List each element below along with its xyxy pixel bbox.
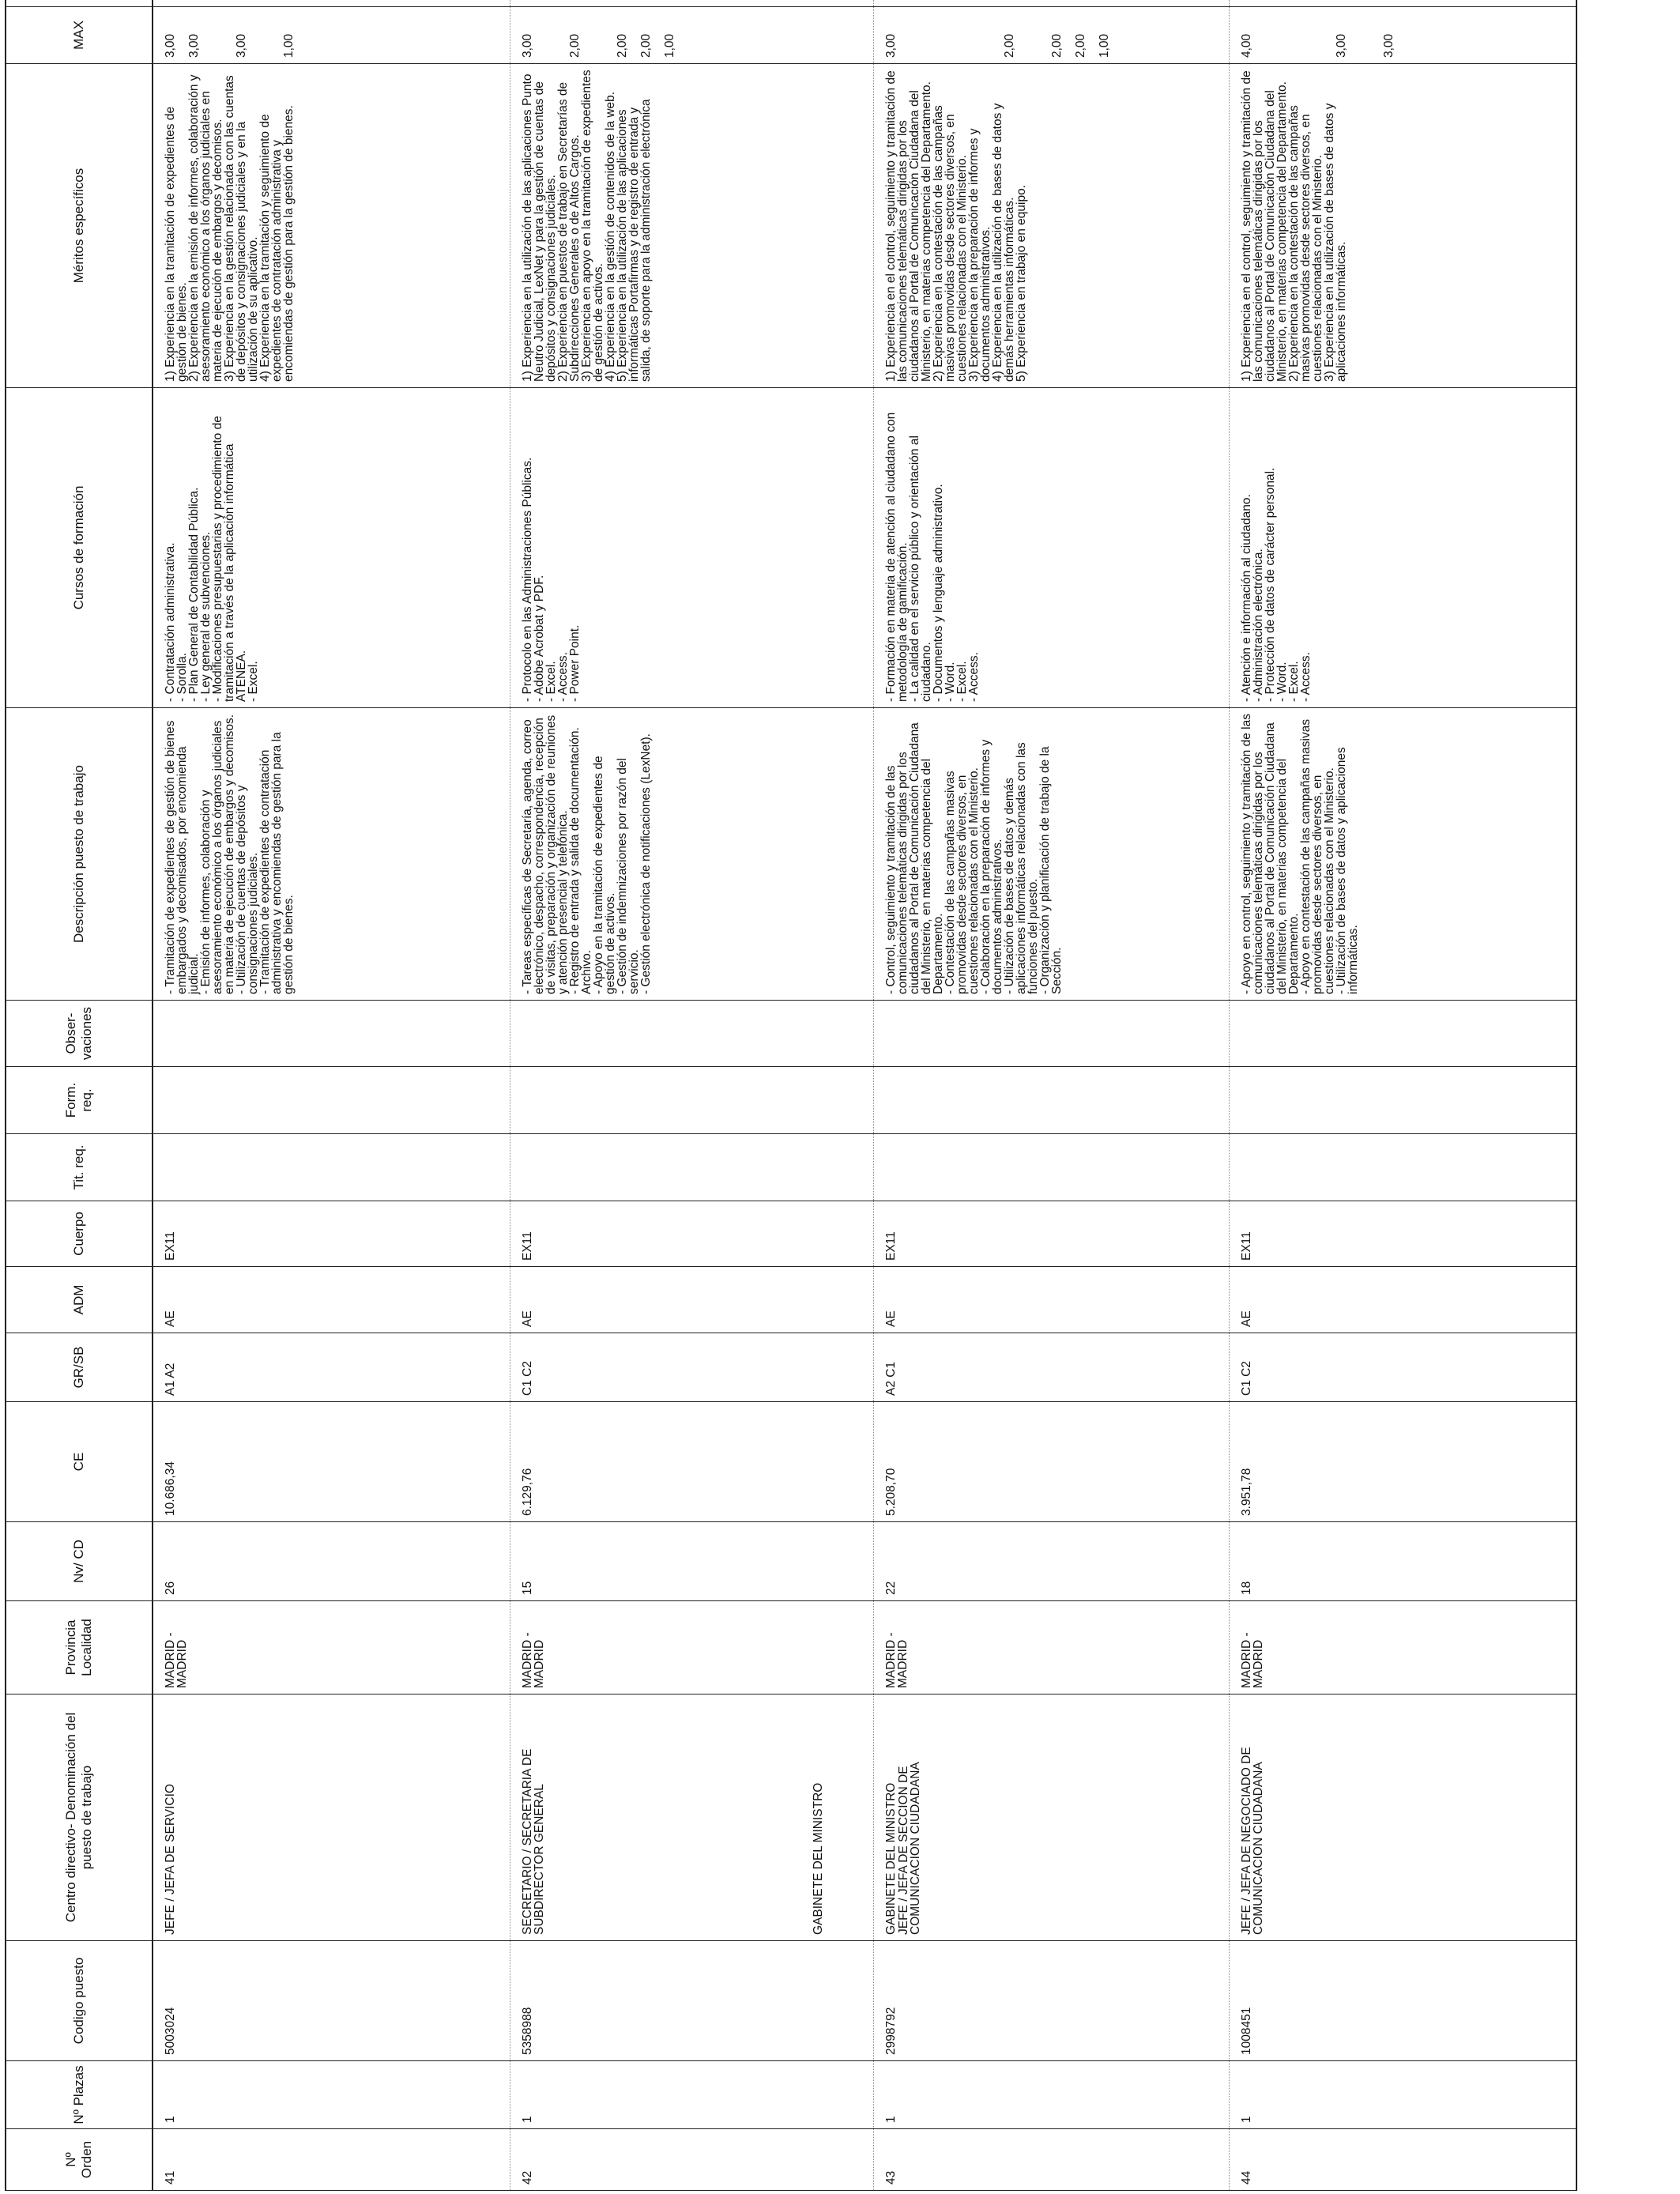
max-value: 3,00 <box>187 33 201 58</box>
cell-grupo: A2 C1 <box>873 1333 1229 1402</box>
cell-nivel: 18 <box>1229 1522 1576 1601</box>
cell-max <box>873 7 1229 64</box>
cell-orden: 44 <box>1229 2129 1576 2191</box>
max-value: 3,00 <box>164 33 177 58</box>
max-value: 2,00 <box>1002 33 1016 58</box>
header-cuerpo: Cuerpo <box>6 1201 153 1267</box>
cell-max <box>510 7 873 64</box>
max-value <box>1359 13 1383 58</box>
cell-obs <box>1229 1001 1576 1067</box>
max-value <box>1027 13 1051 58</box>
cell-codigo: 2998792 <box>873 1941 1229 2061</box>
cell-meritos: 1) Experiencia en la utilización de las aplicaciones Punto Neutro Judicial, LexNet y para la gestión de cuentas de depósitos y consignaciones judiciales. 2) Experiencia en puestos de trabajo en Secretarías de Subdirecciones Generales o de Altos Cargos. 3) Experiencia en apoyo en la tramitación de expedientes de gestión de activos. 4) Experiencia en la gestión de contenidos de la web. 5) Experiencia en la utilización de las aplicaciones informáticas Portafirmas y de registro de entrada y salida, de soporte para la administración electrónica <box>510 64 873 388</box>
max-value <box>1264 13 1288 58</box>
cell-meritos: 1) Experiencia en el control, seguimiento y tramitación de las comunicaciones telemáticas dirigidas por los ciudadanos al Portal de Comunicación Ciudadana del Ministerio, en materias competencia del Departamento. 2) Experiencia en la contestación de las campañas masivas promovidas desde sectores diversos, en cuestiones relacionadas con el Ministerio. 3) Experiencia en la utilización de bases de datos y aplicaciones informáticas. <box>1229 64 1576 388</box>
cell-form <box>1229 1067 1576 1134</box>
cell-form <box>153 1067 510 1134</box>
table-row <box>1229 0 1576 2191</box>
cell-max <box>153 7 510 64</box>
header-max: MAX <box>6 7 153 64</box>
cell-ce: 5.208,70 <box>873 1402 1229 1522</box>
max-value <box>593 13 616 58</box>
max-value <box>212 13 235 58</box>
cell-obs <box>153 1001 510 1067</box>
cell-plazas: 1 <box>873 2061 1229 2129</box>
max-value: 2,00 <box>638 33 653 58</box>
cell-me <box>153 0 510 7</box>
max-value: 3,00 <box>235 33 248 58</box>
cell-plazas: 1 <box>1229 2061 1576 2129</box>
max-value <box>980 13 1004 58</box>
puesto-denominacion: JEFE / JEFA DE SECCION DE COMUNICACION CIUDADANA <box>896 1762 922 1935</box>
cell-orden: 41 <box>153 2129 510 2191</box>
cell-cursos: - Atención e información al ciudadano. - Administración electrónica. - Protección de datos de carácter personal. - Word. - Excel. - Access. <box>1229 388 1576 708</box>
cell-me <box>1229 0 1576 7</box>
positions-table <box>5 0 1577 2191</box>
cell-ce: 3.951,78 <box>1229 1402 1576 1522</box>
cell-centro <box>873 1695 1229 1941</box>
header-cursos: Cursos de formación <box>6 388 153 708</box>
max-value <box>932 13 956 58</box>
header-codigo: Codigo puesto <box>6 1941 153 2061</box>
cell-centro <box>153 1695 510 1941</box>
cell-centro <box>510 1695 873 1941</box>
cell-grupo: C1 C2 <box>510 1333 873 1402</box>
centro-directivo: GABINETE DEL MINISTRO <box>811 1782 825 1935</box>
cell-tit <box>153 1134 510 1201</box>
cell-meritos: 1) Experiencia en la tramitación de expedientes de gestión de bienes. 2) Experiencia en la emisión de informes, colaboración y asesoramiento económico a los órganos judiciales en materia de ejecución de embargos y decomisos. 3) Experiencia en la gestión relacionada con las cuentas de depósitos y consignaciones judiciales y en la utilización de su aplicativo. 4) Experiencia en la tramitación y seguimiento de expedientes de contratación administrativa y encomiendas de gestión para la gestión de bienes. <box>153 64 510 388</box>
cell-adm: AE <box>510 1267 873 1333</box>
cell-adm: AE <box>1229 1267 1576 1333</box>
header-me <box>6 0 153 7</box>
cell-form <box>510 1067 873 1134</box>
cell-grupo: C1 C2 <box>1229 1333 1576 1402</box>
max-value: 2,00 <box>567 33 582 58</box>
header-orden: Nº Orden <box>6 2129 153 2191</box>
cell-orden: 42 <box>510 2129 873 2191</box>
cell-nivel: 15 <box>510 1522 873 1601</box>
cell-nivel: 22 <box>873 1522 1229 1601</box>
cell-cursos: - Protocolo en las Administraciones Públicas. - Adobe Acrobat y PDF. - Excel. - Access. - Power Point. <box>510 388 873 708</box>
max-value: 2,00 <box>615 33 629 58</box>
cell-cuerpo: EX11 <box>153 1201 510 1267</box>
header-meritos: Méritos específicos <box>6 64 153 388</box>
max-value <box>956 13 980 58</box>
cell-meritos: 1) Experiencia en el control, seguimiento y tramitación de las comunicaciones telemáticas dirigidas por los ciudadanos al Portal de Comunicación Ciudadana del Ministerio, en materias competencia del Departamento. 2) Experiencia en la contestación de las campañas masivas promovidas desde sectores diversos, en cuestiones relacionadas con el Ministerio. 3) Experiencia en la preparación de informes y documentos administrativos. 4) Experiencia en la utilización de bases de datos y demás herramientas informáticas. 5) Experiencia en trabajo en equipo. <box>873 64 1229 388</box>
centro-directivo: GABINETE DEL MINISTRO <box>883 1782 898 1935</box>
max-value <box>909 13 932 58</box>
max-value: 2,00 <box>1049 33 1064 58</box>
puesto-denominacion: JEFE / JEFA DE NEGOCIADO DE COMUNICACION CIUDADANA <box>1239 1747 1265 1935</box>
cell-form <box>873 1067 1229 1134</box>
cell-provincia: MADRID - MADRID <box>510 1601 873 1695</box>
max-value <box>545 13 569 58</box>
puesto-denominacion: JEFE / JEFA DE SERVICIO <box>164 1784 177 1935</box>
max-value <box>1288 13 1312 58</box>
cell-orden: 43 <box>873 2129 1229 2191</box>
header-grupo: GR/SB <box>6 1333 153 1402</box>
max-value: 4,00 <box>1239 33 1253 58</box>
cell-plazas: 1 <box>153 2061 510 2129</box>
max-value: 3,00 <box>1334 33 1348 58</box>
cell-descripcion: - Tareas específicas de Secretaría, agenda, correo electrónico, despacho, correspondencia, recepción de visitas, preparación y organización de reuniones y atención presencial y telefónica. - Registro de entrada y salida de documentación. Archivo. - Apoyo en la tramitación de expedientes de gestión de activos. - Gestión de indemnizaciones por razón del servicio. - Gestión electrónica de notificaciones (LexNet). <box>510 708 873 1001</box>
cell-max <box>1229 7 1576 64</box>
header-ce: CE <box>6 1402 153 1522</box>
table-row <box>873 0 1229 2191</box>
cell-ce: 10.686,34 <box>153 1402 510 1522</box>
cell-tit <box>873 1134 1229 1201</box>
header-descripcion: Descripción puesto de trabajo <box>6 708 153 1001</box>
cell-descripcion: - Apoyo en control, seguimiento y tramitación de las comunicaciones telemáticas dirigidas por los ciudadanos al Portal de Comunicación Ciudadana del Ministerio, en materias competencia del Departamento. - Apoyo en contestación de las campañas masivas promovidas desde sectores diversos, en cuestiones relacionadas con el Ministerio. - Utilización de bases de datos y aplicaciones informáticas. <box>1229 708 1576 1001</box>
header-centro: Centro directivo- Denominación del puesto de trabajo <box>6 1695 153 1941</box>
cell-tit <box>1229 1134 1576 1201</box>
cell-cuerpo: EX11 <box>1229 1201 1576 1267</box>
cell-codigo: 5358988 <box>510 1941 873 2061</box>
table-row <box>153 0 510 2191</box>
cell-descripcion: - Tramitación de expedientes de gestión de bienes embargados y decomisados, por encomienda judicial. - Emisión de informes, colaboración y asesoramiento económico a los órganos judiciales en materia de ejecución de embargos y decomisos. - Utilización de cuentas de depósitos y consignaciones judiciales. - Tramitación de expedientes de contratación administrativa y encomiendas de gestión para la gestión de bienes. <box>153 708 510 1001</box>
cell-obs <box>873 1001 1229 1067</box>
cell-descripcion: - Control, seguimiento y tramitación de las comunicaciones telemáticas dirigidas por los ciudadanos al Portal de Comunicación Ciudadana del Ministerio, en materias competencia del Departamento. - Contestación de las campañas masivas promovidas desde sectores diversos, en cuestiones relacionadas con el Ministerio. - Colaboración en la preparación de informes y documentos administrativos. - Utilización de bases de datos y demás aplicaciones informáticas relacionadas con las funciones del puesto. - Organización y planificación de trabajo de la Sección. <box>873 708 1229 1001</box>
cell-provincia: MADRID - MADRID <box>153 1601 510 1695</box>
cell-provincia: MADRID - MADRID <box>873 1601 1229 1695</box>
cell-plazas: 1 <box>510 2061 873 2129</box>
table-row <box>510 0 873 2191</box>
cell-ce: 6.129,76 <box>510 1402 873 1522</box>
cell-nivel: 26 <box>153 1522 510 1601</box>
cell-cuerpo: EX11 <box>510 1201 873 1267</box>
cell-codigo: 1008451 <box>1229 1941 1576 2061</box>
cell-provincia: MADRID - MADRID <box>1229 1601 1576 1695</box>
cell-codigo: 5003024 <box>153 1941 510 2061</box>
header-provincia: Provincia Localidad <box>6 1601 153 1695</box>
cell-cuerpo: EX11 <box>873 1201 1229 1267</box>
max-value: 1,00 <box>662 33 676 58</box>
cell-cursos: - Formación en materia de atención al ciudadano con metodología de gamificación. - La calidad en el servicio público y orientación al ciudadano. - Documentos y lenguaje administrativo. - Word. - Excel. - Access. <box>873 388 1229 708</box>
cell-grupo: A1 A2 <box>153 1333 510 1402</box>
cell-adm: AE <box>153 1267 510 1333</box>
header-row <box>6 0 153 2191</box>
header-nivel: Nv/ CD <box>6 1522 153 1601</box>
cell-obs <box>510 1001 873 1067</box>
header-adm: ADM <box>6 1267 153 1333</box>
cell-me <box>510 0 873 7</box>
max-value: 2,00 <box>1073 33 1087 58</box>
max-value: 1,00 <box>282 33 296 58</box>
header-tit: Tit. req. <box>6 1134 153 1201</box>
cell-me <box>873 0 1229 7</box>
puesto-denominacion: SECRETARIO / SECRETARIA DE SUBDIRECTOR GENERAL <box>520 1748 546 1935</box>
cell-cursos: - Contratación administrativa. - Sorolla. - Plan General de Contabilidad Pública. - Ley general de subvenciones. - Modificaciones presupuestarias y procedimiento de tramitación a través de la aplicación informática ATENEA. - Excel. <box>153 388 510 708</box>
header-obs: Obser- vaciones <box>6 1001 153 1067</box>
max-value: 3,00 <box>883 33 898 58</box>
header-plazas: Nº Plazas <box>6 2061 153 2129</box>
max-value <box>259 13 283 58</box>
header-form: Form. req. <box>6 1067 153 1134</box>
max-value <box>1312 13 1335 58</box>
max-value: 3,00 <box>1381 33 1396 58</box>
max-value: 3,00 <box>520 33 534 58</box>
cell-adm: AE <box>873 1267 1229 1333</box>
max-value: 1,00 <box>1097 33 1111 58</box>
cell-centro <box>1229 1695 1576 1941</box>
cell-tit <box>510 1134 873 1201</box>
